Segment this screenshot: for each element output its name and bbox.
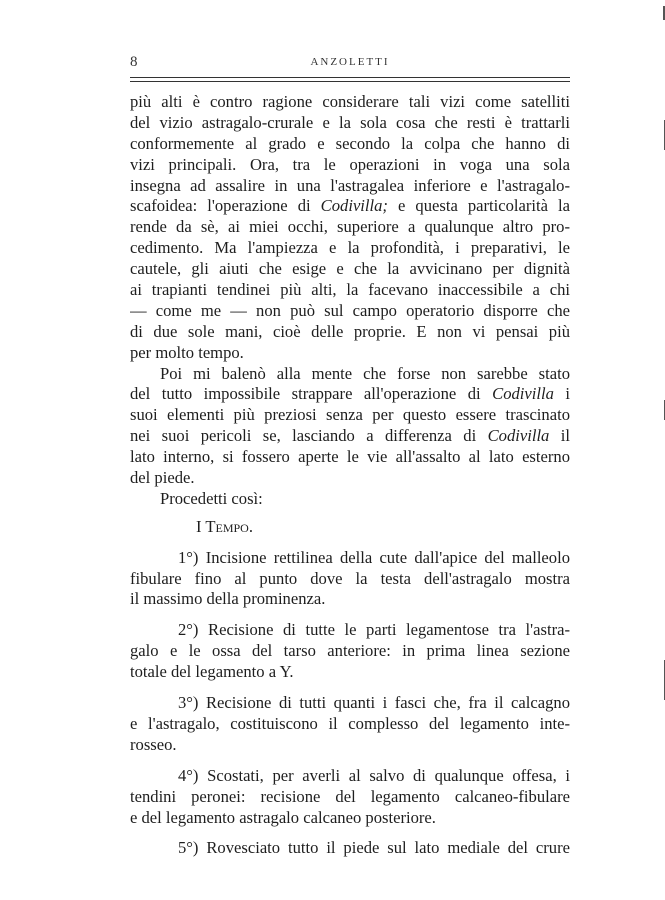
step-5 xyxy=(130,838,570,859)
text-segment: nei suoi pericoli se, lasciando a differenza di xyxy=(130,426,477,446)
text-line: del piede. xyxy=(130,468,195,488)
text-line: ai trapianti tendinei più alti, la facevano inaccessibile a chi xyxy=(130,280,570,300)
text-line: conformemente al grado e secondo la colpa che hanno di xyxy=(130,133,570,153)
text-line: 1°) Incisione rettilinea della cute dall'apice del malleolo xyxy=(178,547,570,567)
text-segment: e questa particolarità la xyxy=(398,196,570,216)
text-line: 4°) Scostati, per averli al salvo di qualunque offesa, i xyxy=(178,765,570,785)
text-line: suoi elementi più preziosi senza per questo essere trascinato xyxy=(130,405,570,425)
text-segment: del tutto impossibile strappare all'operazione di xyxy=(130,384,481,404)
text-line: cautele, gli aiuti che esige e che la avvicinano per dignità xyxy=(130,259,570,279)
running-head: ANZOLETTI xyxy=(310,56,390,68)
procedetti-line: Procedetti così: xyxy=(160,488,263,508)
text-line: fibulare fino al punto dove la testa dell'astragalo mostra xyxy=(130,568,570,588)
text-line xyxy=(130,384,570,405)
text-segment: il xyxy=(560,426,570,446)
header-rule xyxy=(130,77,570,82)
text-line: — come me — non può sul campo operatorio disporre che xyxy=(130,300,570,320)
text-line: galo e le ossa del tarso anteriore: in prima linea sezione xyxy=(130,641,570,661)
paragraph-1 xyxy=(130,92,570,364)
text-line: totale del legamento a Y. xyxy=(130,662,294,682)
italic-name: Codivilla; xyxy=(320,196,388,216)
spacer xyxy=(130,756,570,766)
spacer xyxy=(130,610,570,620)
step-1 xyxy=(130,548,570,611)
text-line: più alti è contro ragione considerare tali vizi come satelliti xyxy=(130,92,570,111)
text-line: e del legamento astragalo calcaneo posteriore. xyxy=(130,807,436,827)
text-line: 3°) Recisione di tutti quanti i fasci che, fra il calcagno xyxy=(178,693,570,713)
text-line xyxy=(130,196,570,217)
italic-name: Codivilla xyxy=(492,384,554,404)
spacer xyxy=(130,683,570,693)
text-line: vizi principali. Ora, tra le operazioni in voga una sola xyxy=(130,154,570,174)
text-line: tendini peronei: recisione del legamento calcaneo-fibulare xyxy=(130,786,570,806)
text-line xyxy=(130,426,570,447)
text-line: Poi mi balenò alla mente che forse non sarebbe stato xyxy=(160,363,570,383)
text-segment: scafoidea: l'operazione di xyxy=(130,196,311,216)
body-text xyxy=(130,92,570,859)
text-line: 2°) Recisione di tutte le parti legamentose tra l'astra- xyxy=(178,620,570,640)
text-line: insegna ad assalire in una l'astragalea inferiore e l'astragalo- xyxy=(130,175,570,195)
spacer xyxy=(130,538,570,548)
italic-name: Codivilla xyxy=(487,426,550,446)
page-header xyxy=(130,54,570,74)
text-line: e l'astragalo, costituiscono il complesso del legamento inte- xyxy=(130,713,570,733)
page-number: 8 xyxy=(130,54,138,70)
text-line: rende da sè, ai miei occhi, superiore a qualunque altro pro- xyxy=(130,217,570,237)
step-3 xyxy=(130,693,570,756)
paragraph-2 xyxy=(130,364,570,489)
spacer xyxy=(130,828,570,838)
text-line: 5°) Rovesciato tutto il piede sul lato mediale del crure xyxy=(178,838,570,858)
text-line: per molto tempo. xyxy=(130,342,244,362)
section-heading-tempo: I Tempo. xyxy=(196,516,253,536)
text-line: il massimo della prominenza. xyxy=(130,589,326,609)
text-line: cedimento. Ma l'ampiezza e la profondità, i preparativi, le xyxy=(130,238,570,258)
text-line: di due sole mani, cioè delle proprie. E non vi pensai più xyxy=(130,321,570,341)
text-line: lato interno, si fossero aperte le vie all'assalto al lato esterno xyxy=(130,447,570,467)
step-2 xyxy=(130,620,570,683)
text-line: rosseo. xyxy=(130,734,177,754)
text-segment: i xyxy=(565,384,570,404)
text-line: del vizio astragalo-crurale e la sola cosa che resti è trattarli xyxy=(130,112,570,132)
step-4 xyxy=(130,766,570,829)
